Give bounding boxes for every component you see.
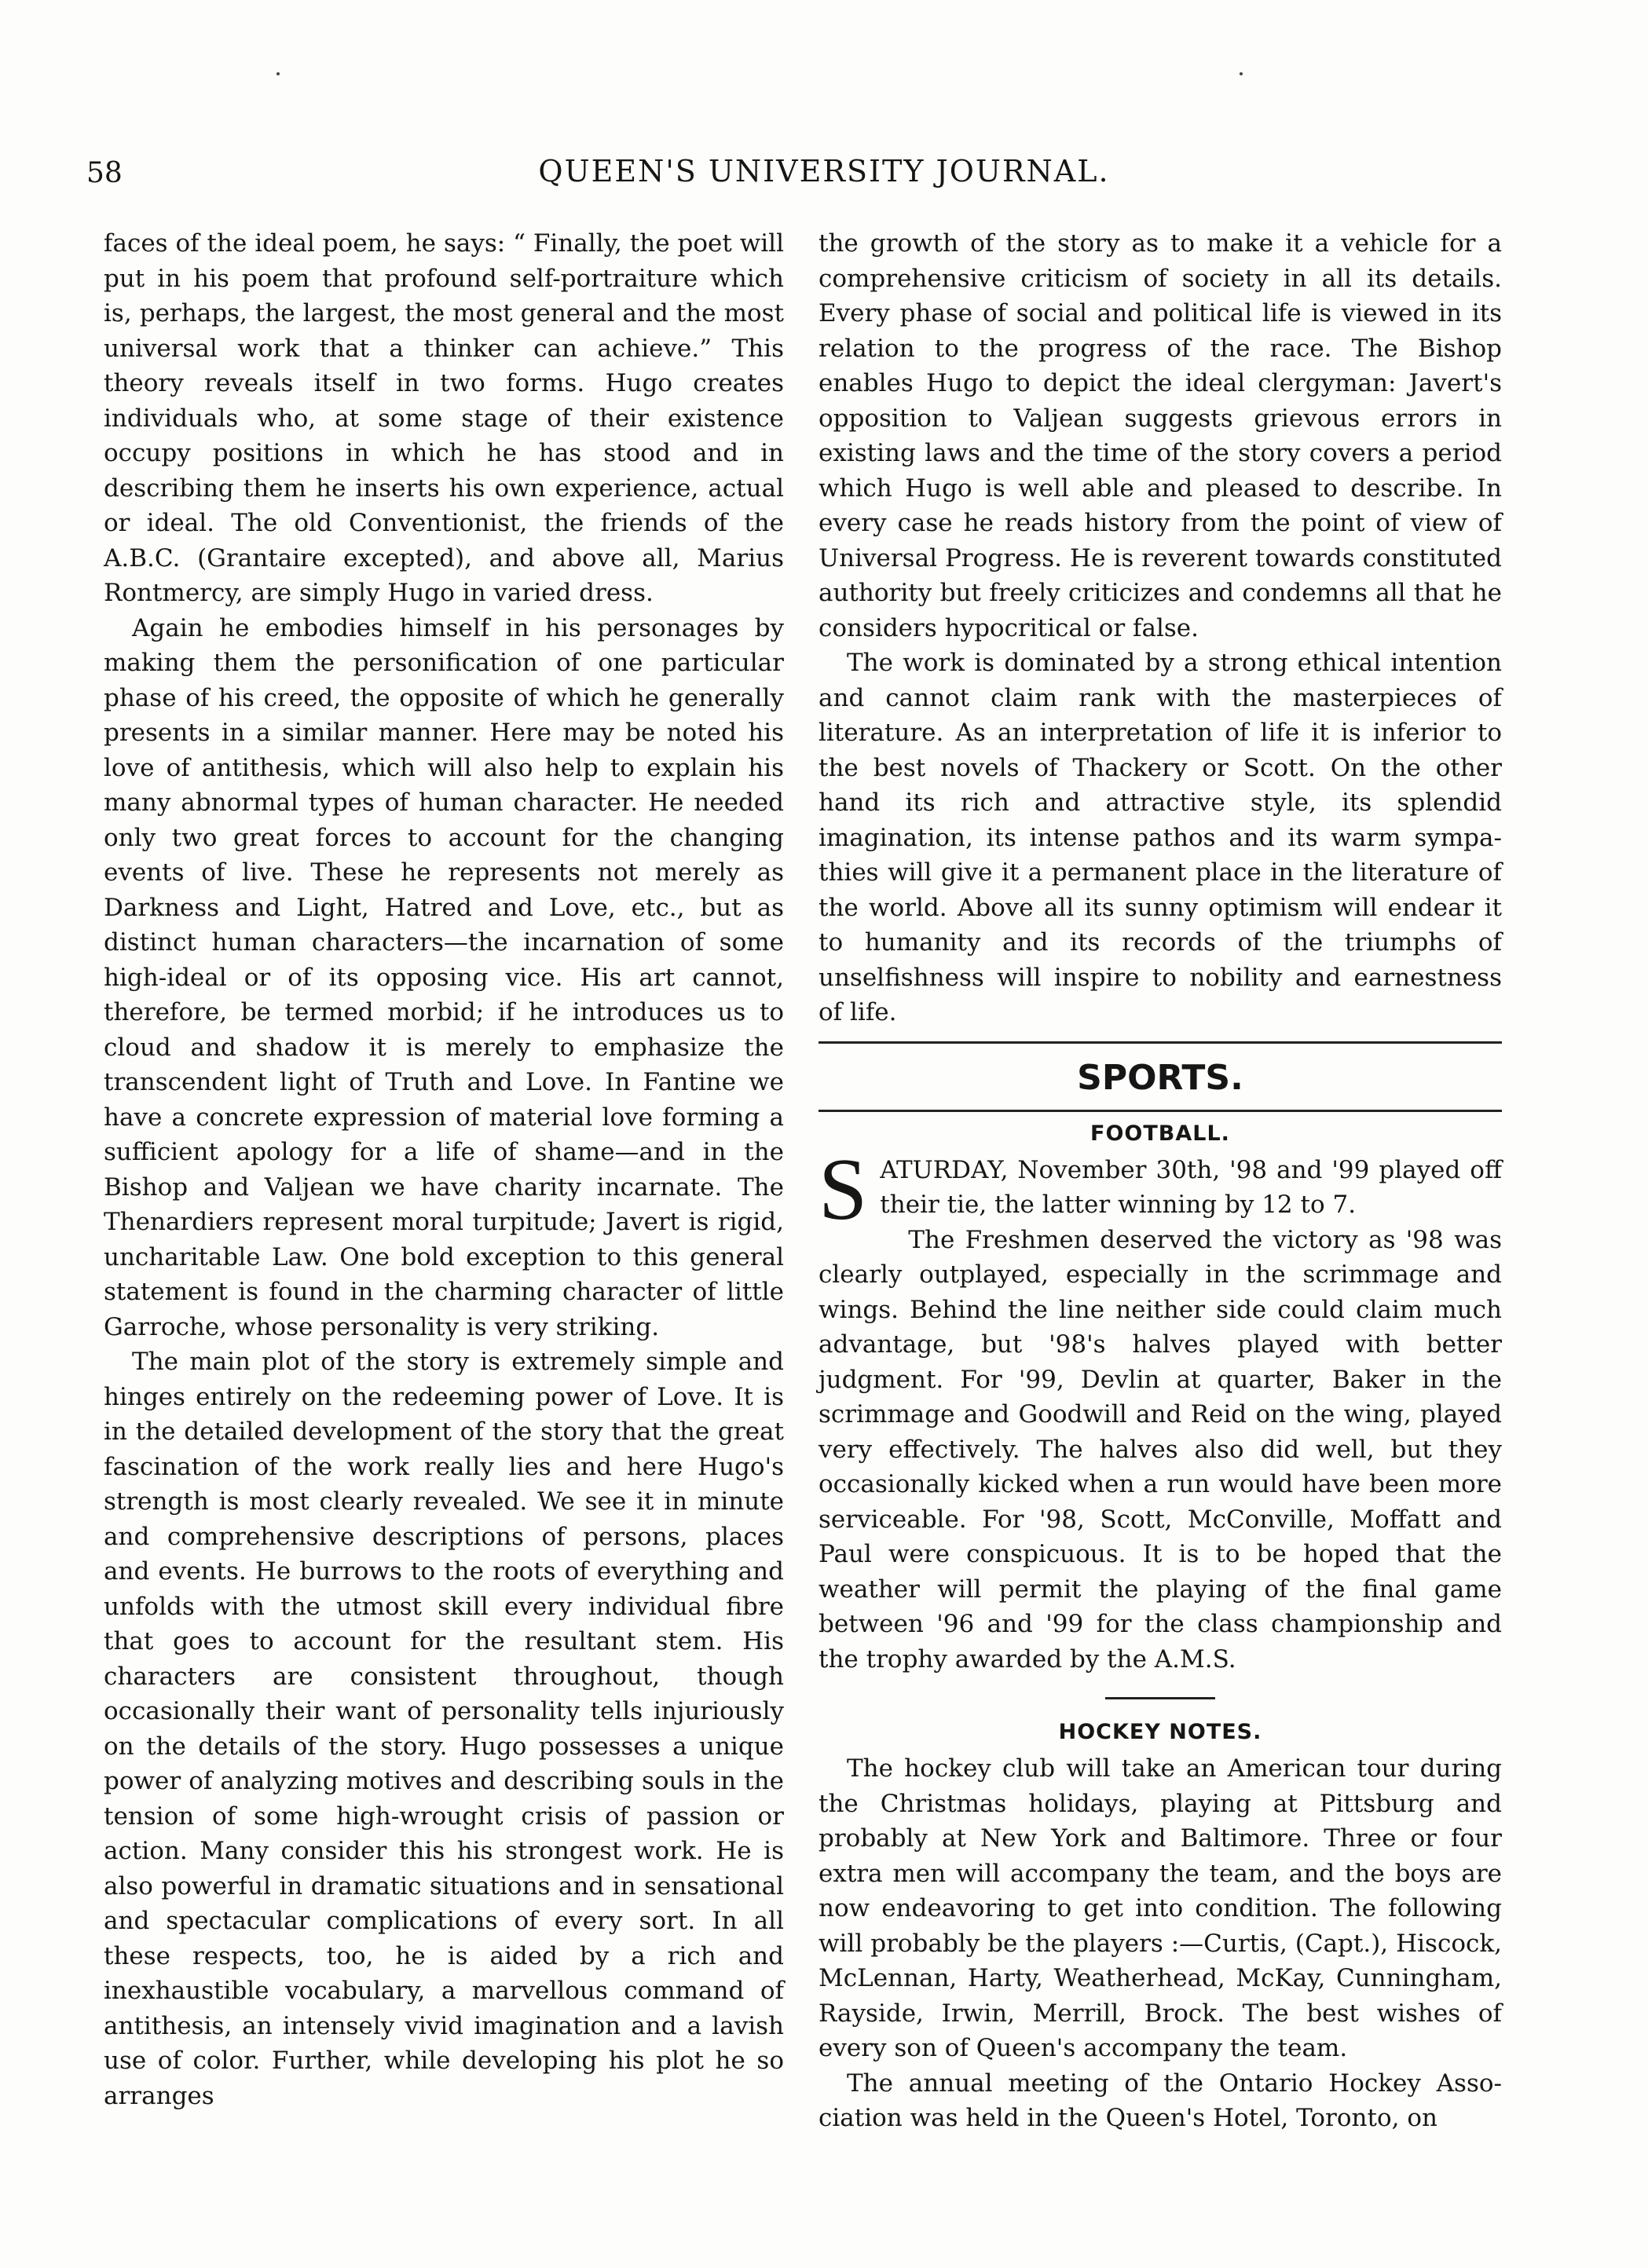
paragraph: faces of the ideal poem, he says: “ Finally, the poet will put in his poem that profound self-portraiture which is, perhaps, the largest, the most general and the most universal work that a thinker can achieve.” This theory reveals itself in two forms. Hugo creates individuals who, at some stage of their existence occupy positions in which he has stood and in describing them he inserts his own experience, actual or ideal. The old Conventionist, the friends of the A.B.C. (Grantaire excepted), and above all, Marius Rontmercy, are simply Hugo in varied dress.	[104, 229, 784, 607]
left-column	[104, 226, 784, 2113]
football-heading: FOOTBALL.	[1090, 1121, 1230, 1146]
drop-cap: S	[819, 1140, 868, 1238]
paragraph: The Freshmen deserved the victory as '98 was clearly outplayed, especially in the scrimmage and wings. Behind the line neither side could claim much advantage, but '98's halves played with better judgment. For '99, Devlin at quarter, Baker in the scrimmage and Goodwill and Reid on the wing, played very effectively. The halves also did well, but they occasionally kicked when a run would have been more serviceable. For '98, Scott, McConville, Moffatt and Paul were conspicuous. It is to be hoped that the weather will permit the playing of the final game between '96 and '99 for the class championship and the trophy awarded by the A.M.S.	[819, 1225, 1502, 1674]
paragraph: The hockey club will take an American tour during the Christmas holidays, playing at Pittsburg and probably at New York and Baltimore. Three or four extra men will accompany the team, and the boys are now endeavoring to get into condition. The following will probably be the players :—Curtis, (Capt.), Hiscock, McLennan, Harty, Weatherhead, McKay, Cunningham, Rayside, Irwin, Merrill, Brock. The best wishes of every son of Queen's accompany the team.	[819, 1754, 1502, 2062]
paragraph: Again he embodies himself in his personages by making them the personification of one particular phase of his creed, the opposite of which he generally presents in a similar manner. Here may be noted his love of antithesis, which will also help to explain his many abnormal types of human character. He needed only two great forces to account for the changing events of live. These he represents not merely as Darkness and Light, Hatred and Love, etc., but as distinct human characters—the incarnation of some high-ideal or of its opposing vice. His art cannot, therefore, be termed morbid; if he introduces us to cloud and shadow it is merely to emphasize the transcendent light of Truth and Love. In Fantine we have a concrete expression of material love forming a sufficient apology for a life of shame—and in the Bishop and Valjean we have charity incarnate. The Thenardiers represent moral turpitude; Javert is rigid, uncharitable Law. One bold exception to this general statement is found in the charming character of little Garroche, whose personality is very striking.	[104, 613, 784, 1341]
paragraph: The main plot of the story is extremely simple and hinges entirely on the redeeming power of Love. It is in the detailed development of the story that the great fascination of the work really lies and here Hugo's strength is most clearly revealed. We see it in minute and comprehensive descriptions of persons, places and events. He burrows to the roots of everything and unfolds with the utmost skill every individual fibre that goes to account for the resultant stem. His characters are consistent throughout, though occasionally their want of personality tells injuriously on the details of the story. Hugo possesses a unique power of analyzing motives and describing souls in the tension of some high-wrought crisis of passion or action. Many consider this his strongest work. He is also powerful in dramatic situations and in sensational and spectacular complications of every sort. In all these respects, too, he is aided by a rich and inexhaustible vocabulary, a marvellous command of antithesis, an intensely vivid imagination and a lavish use of color. Further, while developing his plot he so arranges	[104, 1348, 784, 2110]
section-divider	[819, 1041, 1502, 1044]
paragraph: the growth of the story as to make it a vehicle for a comprehensive criticism of society in all its details. Every phase of social and political life is viewed in its relation to the progress of the race. The Bishop enables Hugo to depict the ideal clergyman: Javert's opposition to Valjean suggests grievous errors in existing laws and the time of the story covers a period which Hugo is well able and pleased to describe. In every case he reads history from the point of view of Universal Progress. He is reverent towards constituted authority but freely criticizes and condemns all that he considers hypocritical or false.	[819, 229, 1502, 642]
paragraph: The work is dominated by a strong ethical intention and cannot claim rank with the masterpieces of literature. As an interpretation of life it is inferior to the best novels of Thackery or Scott. On the other hand its rich and attractive style, its splendid imagination, its intense pathos and its warm sympathies will give it a permanent place in the literature of the world. Above all its sunny optimism will endear it to humanity and its records of the triumphs of unselfishness will inspire to nobility and earnestness of life.	[819, 649, 1502, 1026]
section-divider	[819, 1110, 1502, 1112]
football-lead-paragraph	[819, 1140, 1502, 1238]
hockey-heading: HOCKEY NOTES.	[1058, 1720, 1262, 1744]
stray-mark	[1240, 72, 1243, 75]
sports-heading: SPORTS.	[1077, 1057, 1243, 1098]
football-lead-text: ATURDAY, November 30th, '98 and '99 played off their tie, the latter winning by 12 to 7.	[880, 1155, 1502, 1219]
paragraph: The annual meeting of the Ontario Hockey Association was held in the Queen's Hotel, Toronto, on	[819, 2069, 1502, 2132]
stray-mark	[276, 72, 280, 75]
right-column	[819, 226, 1502, 2136]
short-divider	[1105, 1697, 1215, 1699]
running-head: QUEEN'S UNIVERSITY JOURNAL.	[538, 154, 1110, 188]
page-number: 58	[86, 157, 123, 189]
